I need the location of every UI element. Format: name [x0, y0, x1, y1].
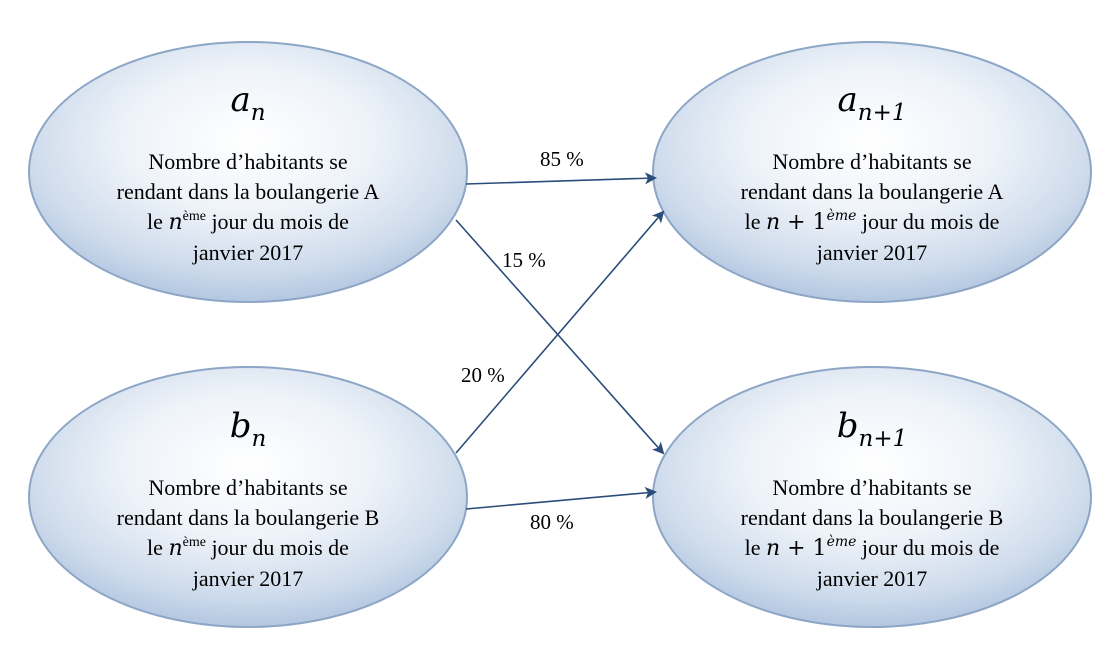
edge-a-to-a-arrow [466, 178, 655, 184]
node-a-n-title: $a_n$ [230, 80, 266, 126]
node-a-n1 [652, 80, 1092, 268]
node-a-n1-description: Nombre d’habitants se rendant dans la boulangerie A le n + 1ème jour du mois de janvier 2017 [740, 149, 1004, 265]
node-b-n-description: Nombre d’habitants se rendant dans la boulangerie B le $n^{ème}$ jour du mois de janvier 2017 [116, 475, 380, 591]
edge-b-to-b-label: 80 % [530, 510, 574, 534]
edge-b-to-b-arrow [466, 492, 655, 509]
node-b-n [28, 406, 468, 594]
node-a-n-description: Nombre d’habitants se rendant dans la boulangerie A le $n^{ème}$ jour du mois de janvier 2017 [116, 149, 380, 265]
node-b-n1 [652, 406, 1092, 594]
edge-a-to-b-label: 15 % [502, 248, 546, 272]
node-a-n [28, 80, 468, 268]
node-b-n1-description: Nombre d’habitants se rendant dans la boulangerie B le n + 1ème jour du mois de janvier 2017 [740, 475, 1004, 591]
edge-a-to-a-label: 85 % [540, 147, 584, 171]
node-b-n1-title: $b_{n+1}$ [836, 406, 908, 452]
edge-b-to-a-label: 20 % [461, 363, 505, 387]
node-b-n-title: $b_n$ [229, 406, 267, 452]
node-a-n1-title: $a_{n+1}$ [837, 80, 907, 126]
